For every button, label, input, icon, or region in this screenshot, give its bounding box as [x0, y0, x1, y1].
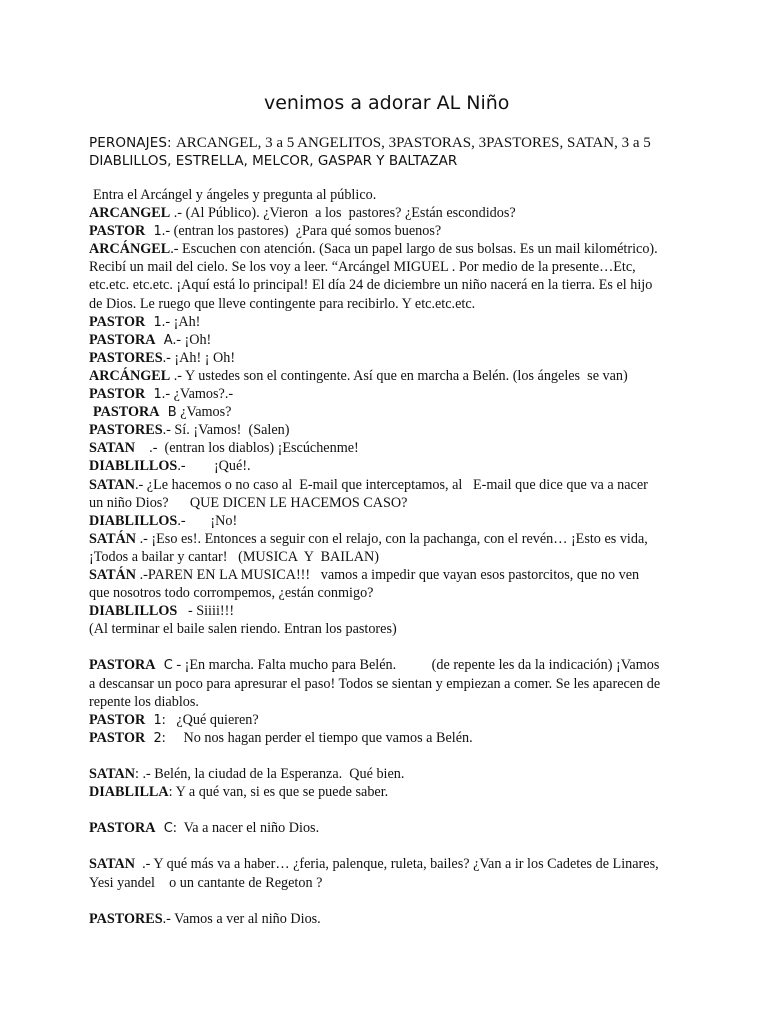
script-line — [89, 313, 704, 331]
script-line — [89, 349, 704, 367]
line-text: etc.etc. etc.etc. ¡Aquí está lo principal! El día 24 de diciembre un niño nacerá en la tierra. Es el hijo — [89, 277, 653, 294]
script-line — [89, 729, 704, 747]
speaker-name: PASTORES — [89, 422, 163, 439]
line-text: : ¿Qué quieren? — [161, 711, 259, 728]
line-text: .- ¿Le hacemos o no caso al E-mail que interceptamos, al E-mail que dice que va a nacer — [134, 476, 648, 493]
speaker-tag: 2 — [145, 730, 162, 746]
line-text: (Al terminar el baile salen riendo. Entran los pastores) — [89, 621, 397, 638]
line-text: .- ¡No! — [177, 512, 238, 529]
speaker-tag: B — [159, 405, 177, 421]
speaker-tag: 1 — [145, 224, 162, 240]
speaker-name: PASTORA — [89, 331, 156, 348]
line-text: .-PAREN EN LA MUSICA!!! vamos a impedir que vayan esos pastorcitos, que no ven — [136, 566, 640, 583]
speaker-name: SATAN — [89, 856, 135, 873]
speaker-name: ARCÁNGEL — [89, 367, 171, 384]
script-line — [89, 566, 704, 584]
cast-items-1: ARCANGEL, 3 a 5 ANGELITOS, 3PASTORAS, 3PASTORES, SATAN, 3 a 5 — [175, 135, 651, 151]
line-text: ¡Todos a bailar y cantar! (MUSICA Y BAILAN) — [89, 548, 379, 565]
script-line — [89, 783, 704, 801]
speaker-name: SATÁN — [89, 566, 137, 583]
blank-line — [89, 638, 704, 656]
speaker-name: ARCÁNGEL — [89, 241, 171, 258]
line-text: .- (entran los diablos) ¡Escúchenme! — [134, 440, 359, 457]
speaker-name: DIABLILLOS — [89, 512, 178, 529]
script-line — [89, 620, 704, 638]
script-line — [89, 548, 704, 566]
line-text: a descansar un poco para apresurar el paso! Todos se sientan y empiezan a comer. Se les aparecen de — [89, 675, 661, 692]
script-line — [89, 385, 704, 403]
line-text: ¿Vamos? — [176, 404, 232, 421]
script-line — [89, 222, 704, 240]
speaker-name: PASTORA — [93, 404, 160, 421]
line-text: .- ¿Vamos?.- — [161, 386, 234, 403]
speaker-name: PASTOR — [89, 729, 146, 746]
script-line — [89, 656, 704, 674]
line-text: .- ¡Ah! — [161, 313, 201, 330]
line-text: .- Escuchen con atención. (Saca un papel largo de sus bolsas. Es un mail kilométrico). — [170, 241, 658, 258]
speaker-name: PASTOR — [89, 386, 146, 403]
script-line — [89, 476, 704, 494]
script-line — [89, 494, 704, 512]
speaker-name: PASTORES — [89, 349, 163, 366]
speaker-name: PASTOR — [89, 711, 146, 728]
speaker-name: PASTORA — [89, 657, 156, 674]
line-text: : Va a nacer el niño Dios. — [172, 820, 320, 837]
speaker-name: PASTOR — [89, 223, 146, 240]
speaker-tag: 1 — [145, 314, 162, 330]
speaker-name: SATAN — [89, 476, 135, 493]
line-text: - ¡En marcha. Falta mucho para Belén. (de repente les da la indicación) ¡Vamos — [172, 657, 660, 674]
script-line — [89, 711, 704, 729]
script-line — [89, 240, 704, 258]
speaker-name: ARCANGEL — [89, 205, 171, 222]
script-line — [89, 276, 704, 294]
cast-label: PERONAJES: — [89, 135, 172, 151]
cast-list — [89, 134, 699, 170]
speaker-tag: C — [155, 658, 173, 674]
line-text: .- (entran los pastores) ¿Para qué somos buenos? — [161, 223, 442, 240]
script-line — [89, 675, 704, 693]
speaker-tag: 1 — [145, 712, 162, 728]
script-line — [89, 855, 704, 873]
script-line — [89, 693, 704, 711]
speaker-name: PASTORA — [89, 820, 156, 837]
cast-line-1 — [89, 134, 699, 152]
line-text: de Dios. Le ruego que lleve contingente para recibirlo. Y etc.etc.etc. — [89, 295, 476, 312]
line-text: : Y a qué van, si es que se puede saber. — [168, 784, 389, 801]
speaker-tag: A — [155, 332, 173, 348]
speaker-tag: C — [155, 821, 173, 837]
speaker-name: PASTORES — [89, 910, 163, 927]
script-line — [89, 204, 704, 222]
line-text: Yesi yandel o un cantante de Regeton ? — [89, 874, 323, 891]
line-text: : No nos hagan perder el tiempo que vamos a Belén. — [161, 729, 473, 746]
line-text: .- ¡Eso es!. Entonces a seguir con el relajo, con la pachanga, con el revén… ¡Esto es vida, — [136, 530, 648, 547]
script-line — [89, 530, 704, 548]
script-line — [89, 910, 704, 928]
script-line — [89, 331, 704, 349]
line-text: Entra el Arcángel y ángeles y pregunta al público. — [93, 187, 377, 203]
script-line — [89, 367, 704, 385]
speaker-name: PASTOR — [89, 313, 146, 330]
speaker-name: SATAN — [89, 766, 135, 782]
line-text: .- ¡Ah! ¡ Oh! — [162, 349, 236, 366]
script-body — [89, 186, 704, 928]
document-title: venimos a adorar AL Niño — [264, 92, 510, 114]
blank-line — [89, 747, 704, 765]
line-text: repente los diablos. — [89, 693, 199, 710]
script-line — [89, 439, 704, 457]
cast-items-2: DIABLILLOS, ESTRELLA, MELCOR, GASPAR Y BALTAZAR — [89, 153, 458, 170]
line-text: un niño Dios? QUE DICEN LE HACEMOS CASO? — [89, 494, 408, 511]
script-line — [89, 874, 704, 892]
line-text: .- Vamos a ver al niño Dios. — [162, 910, 321, 927]
blank-line — [89, 892, 704, 910]
speaker-name: SATÁN — [89, 530, 137, 547]
line-text: .- ¡Oh! — [172, 331, 212, 348]
line-text: Recibí un mail del cielo. Se los voy a leer. “Arcángel MIGUEL . Por medio de la presente…Etc, — [89, 259, 636, 276]
script-line — [89, 602, 704, 620]
script-line — [89, 584, 704, 602]
script-line — [89, 421, 704, 439]
line-text: .- ¡Qué!. — [177, 458, 251, 475]
cast-line-2 — [89, 152, 699, 170]
script-line — [89, 765, 704, 783]
script-line — [89, 258, 704, 276]
speaker-name: SATAN — [89, 440, 135, 457]
blank-line — [89, 801, 704, 819]
script-line — [89, 457, 704, 475]
line-text: .- Y ustedes son el contingente. Así que en marcha a Belén. (los ángeles se van) — [170, 367, 628, 384]
line-text: .- (Al Público). ¿Vieron a los pastores? ¿Están escondidos? — [170, 205, 516, 222]
line-text: .- Y qué más va a haber… ¿feria, palenque, ruleta, bailes? ¿Van a ir los Cadetes de Linares, — [134, 856, 659, 873]
line-text: : .- Belén, la ciudad de la Esperanza. Qué bien. — [134, 766, 405, 782]
speaker-name: DIABLILLA — [89, 784, 169, 801]
speaker-name: DIABLILLOS — [89, 603, 178, 620]
script-line — [89, 512, 704, 530]
script-line — [89, 819, 704, 837]
line-text: que nosotros todo corrompemos, ¿están conmigo? — [89, 585, 374, 602]
blank-line — [89, 837, 704, 855]
line-text: - Siiii!!! — [177, 603, 235, 620]
speaker-tag: 1 — [145, 387, 162, 403]
script-line — [89, 403, 704, 421]
script-line — [89, 186, 704, 204]
speaker-name: DIABLILLOS — [89, 458, 178, 475]
line-text: .- Sí. ¡Vamos! (Salen) — [162, 422, 290, 439]
script-line — [89, 295, 704, 313]
